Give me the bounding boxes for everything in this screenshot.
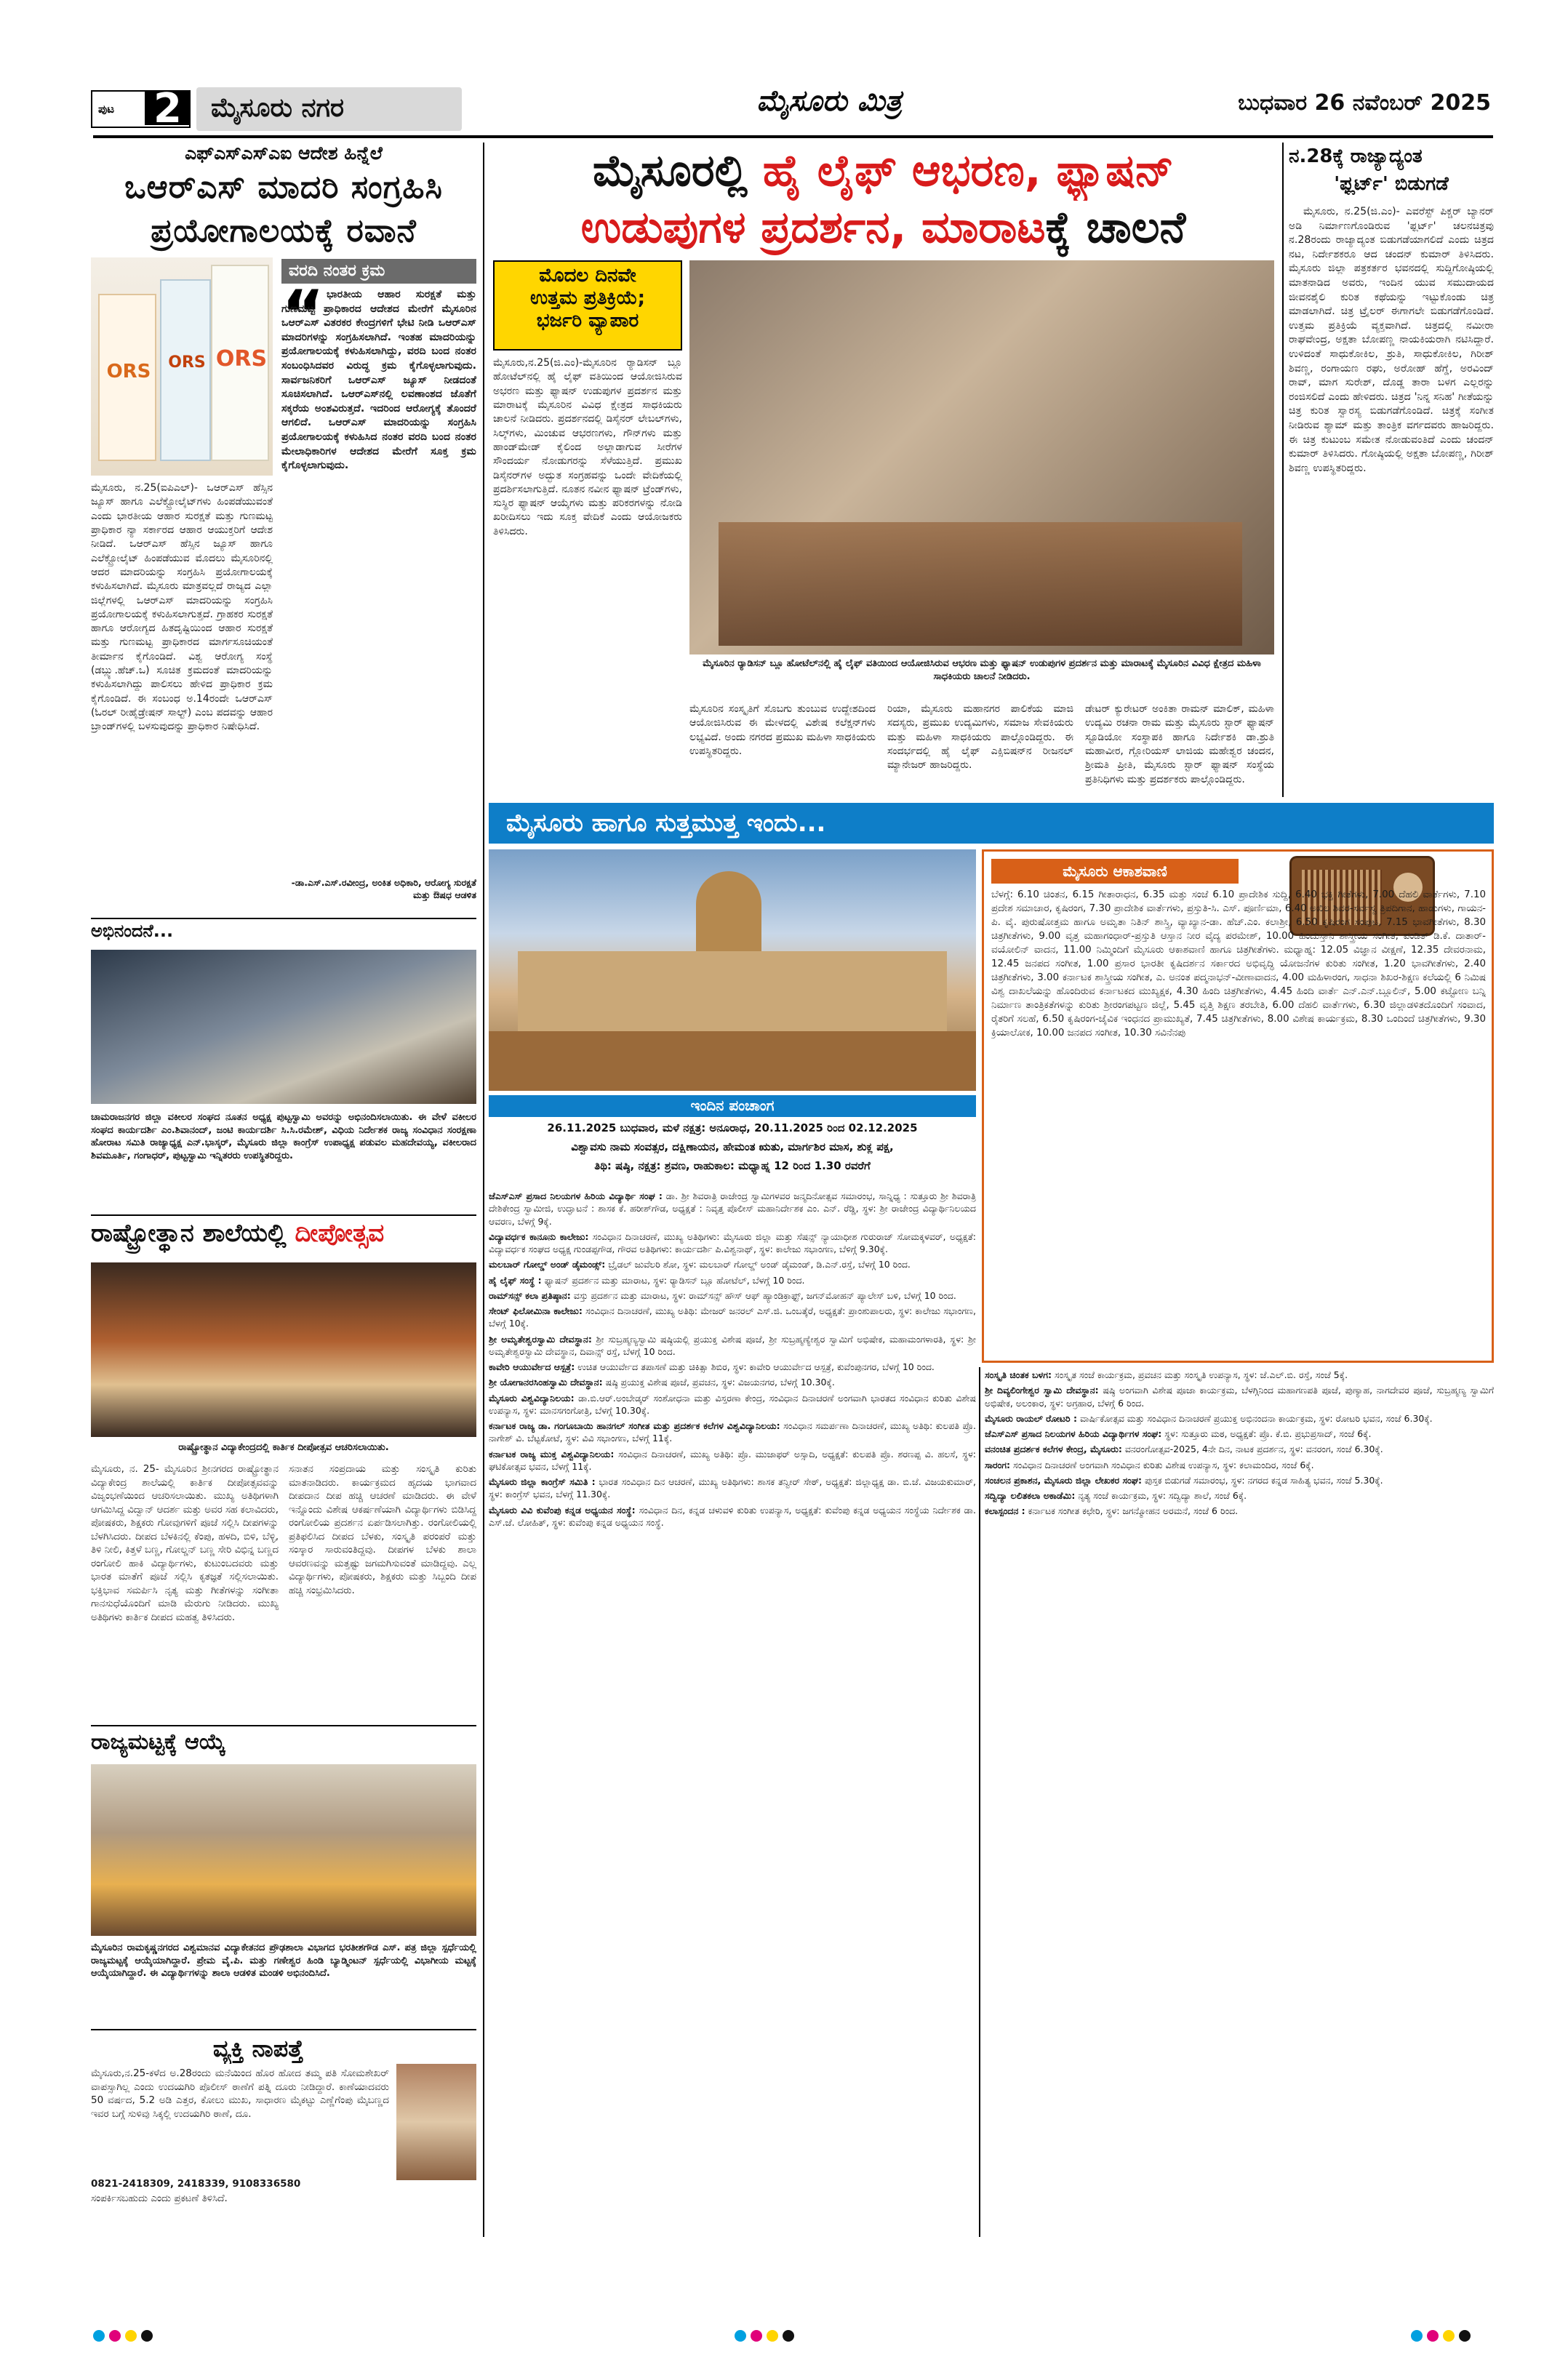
palace-photo — [489, 849, 976, 1091]
event-item: ಸಂಸ್ಕೃತಿ ಚಿಂತಕ ಬಳಗ: ಸಂಸ್ಕೃತ ಸಂಜೆ ಕಾರ್ಯಕ್ರಮ, ಪ್ರವಚನ ಮತ್ತು ಸಂಸ್ಕೃತಿ ಉಪನ್ಯಾಸ, ಸ್ಥಳ: ಜೆ.ಎಲ್.ಬಿ. ರಸ್ತೆ, ಸಂಜೆ 5ಕ್ಕೆ. — [985, 1369, 1348, 1380]
panchang-line-3: ತಿಥಿ: ಷಷ್ಠಿ, ನಕ್ಷತ್ರ: ಶ್ರವಣ, ರಾಹುಕಾಲ: ಮಧ್ಯಾಹ್ನ 12 ರಿಂದ 1.30 ರವರೆಗೆ — [594, 1159, 871, 1172]
registration-dots-left — [93, 2330, 180, 2345]
event-item: ಮೈಸೂರು ವಿವಿ ಕುವೆಂಪು ಕನ್ನಡ ಅಧ್ಯಯನ ಸಂಸ್ಥೆ: ಸಂವಿಧಾನ ದಿನ, ಕನ್ನಡ ಚಳುವಳಿ ಕುರಿತು ಉಪನ್ಯಾಸ, ಅಧ್ಯಕ್ಷತೆ: ಕುವೆಂಪು ಕನ್ನಡ ಅಧ್ಯಯನ ಸಂಸ್ಥೆಯ ನಿರ್ದೇಶಕ ಡಾ. ಎಸ್.ಜೆ. ಲೋಹಿತ್, ಸ್ಥಳ: ಕುವೆಂಪು ಕನ್ನಡ ಅಧ್ಯಯನ ಸಂಸ್ಥೆ. — [489, 1504, 976, 1528]
event-item: ಸದ್ವಿದ್ಯಾ ಲಲಿತಕಲಾ ಅಕಾಡೆಮಿ: ನೃತ್ಯ ಸಂಜೆ ಕಾರ್ಯಕ್ರಮ, ಸ್ಥಳ: ಸದ್ವಿದ್ಯಾ ಶಾಲೆ, ಸಂಜೆ 6ಕ್ಕೆ. — [985, 1490, 1247, 1501]
event-item: ಮಲಬಾರ್ ಗೋಲ್ಡ್ ಅಂಡ್ ಡೈಮಂಡ್ಸ್: ಬ್ರೈಡಲ್ ಜುವೆಲರಿ ಶೋ, ಸ್ಥಳ: ಮಲಬಾರ್ ಗೋಲ್ಡ್ ಅಂಡ್ ಡೈಮಂಡ್, ಡಿ.ಎನ್.ರಸ್ತೆ, ಬೆಳಗ್ಗೆ 10 ರಿಂದ. — [489, 1259, 911, 1270]
film-story — [1289, 143, 1494, 797]
fashion-body-1: ಮೈಸೂರು,ನ.25(ಜಿ.ಎಂ)-ಮೈಸೂರಿನ ರ‍್ಯಾಡಿಸನ್ ಬ್ಲೂ ಹೋಟೆಲ್‌ನಲ್ಲಿ ಹೈ ಲೈಫ್ ವತಿಯಿಂದ ಆಯೋಜಿಸಿರುವ ಅಭರಣ ಮತ್ತು ಫ್ಯಾಷನ್ ಉಡುಪುಗಳ ಪ್ರದರ್ಶನ ಮತ್ತು ಮಾರಾಟಕ್ಕೆ ಮೈಸೂರಿನ ವಿವಿಧ ಕ್ಷೇತ್ರದ ಸಾಧಕಿಯರು ಚಾಲನೆ ನೀಡಿದರು. ಪ್ರದರ್ಶನದಲ್ಲಿ ಡಿಸೈನರ್ ಲೇಬಲ್‌ಗಳು, ಸಿಲ್ಕ್‌ಗಳು, ಮಿಂಚುವ ಆಭರಣಗಳು, ಗೌನ್‌ಗಳು ಮತ್ತು ಹಾಂಡ್‌ಮೇಡ್ ಕೈಲಿಂದ ಅಲ್ಲಾಡಾಗುವ ಸೀರೆಗಳ ಸೌಂದರ್ಯ ನೋಡುಗರನ್ನು ಸೆಳೆಯುತ್ತಿದೆ. ಪ್ರಮುಖ ಡಿಸೈನರ್‌ಗಳ ಅದ್ಭುತ ಸಂಗ್ರಹವನ್ನು ಒಂದೇ ವೇದಿಕೆಯಲ್ಲಿ ಪ್ರದರ್ಶಿಸಲಾಗುತ್ತಿದೆ. ನೂತನ ನವೀನ ಫ್ಯಾಷನ್ ಟ್ರೆಂಡ್‌ಗಳು, ಸುಸ್ಥಿರ ಫ್ಯಾಷನ್ ಆಯ್ಕೆಗಳು ಮತ್ತು ಪರಿಕರಗಳನ್ನು ನೋಡಿ ಖರೀದಿಸಲು ಇದು ಸೂಕ್ತ ವೇದಿಕೆ ಎಂದು ಆಯೋಜಕರು ತಿಳಿಸಿದರು. — [493, 357, 682, 537]
ors-box-3 — [211, 265, 269, 461]
ors-signature: -ಡಾ.ಎಸ್.ಎಸ್.ರವೀಂದ್ರ, ಅಂಕಿತ ಅಧಿಕಾರಿ, ಆರೋಗ್ಯ ಸುರಕ್ಷತೆ ಮತ್ತು ಔಷಧ ಆಡಳಿತ — [291, 877, 476, 900]
event-item: ಕಾವೇರಿ ಆಯುರ್ವೇದ ಆಸ್ಪತ್ರೆ: ಉಚಿತ ಆಯುರ್ವೇದ ತಪಾಸಣೆ ಮತ್ತು ಚಿಕಿತ್ಸಾ ಶಿಬಿರ, ಸ್ಥಳ: ಕಾವೇರಿ ಆಯುರ್ವೇದ ಆಸ್ಪತ್ರೆ, ಕುವೆಂಪುನಗರ, ಬೆಳಗ್ಗೆ 10 ರಿಂದ. — [489, 1361, 935, 1372]
fashion-headline-1b: ಹೈ ಲೈಫ್ ಆಭರಣ, ಫ್ಯಾಷನ್ — [762, 145, 1174, 196]
registration-dots-right — [1411, 2330, 1498, 2345]
state-level-photo — [91, 1764, 476, 1936]
event-item: ಸೇಂಟ್ ಫಿಲೋಮಿನಾ ಕಾಲೇಜು: ಸಂವಿಧಾನ ದಿನಾಚರಣೆ, ಮುಖ್ಯ ಅತಿಥಿ: ಮೇಜರ್ ಜನರಲ್ ಎಸ್.ಜಿ. ಒಂಬತ್ಕೆರೆ, ಅಧ್ಯಕ್ಷತೆ: ಪ್ರಾಂಶುಪಾಲರು, ಸ್ಥಳ: ಕಾಲೇಜು ಸಭಾಂಗಣ, ಬೆಳಗ್ಗೆ 10ಕ್ಕೆ. — [489, 1305, 976, 1329]
deepotsava-title-a: ರಾಷ್ಟ್ರೋತ್ಥಾನ ಶಾಲೆಯಲ್ಲಿ — [91, 1219, 287, 1248]
events-list-left — [489, 1190, 976, 2237]
event-item: ರಾಮ್‌ಸನ್ಸ್ ಕಲಾ ಪ್ರತಿಷ್ಠಾನ: ವಸ್ತು ಪ್ರದರ್ಶನ ಮತ್ತು ಮಾರಾಟ, ಸ್ಥಳ: ರಾಮ್‌ಸನ್ಸ್ ಹೌಸ್ ಆಫ್ ಹ್ಯಾಂಡಿಕ್ರಾಫ್ಟ್, ಜಗನ್‌ಮೋಹನ್ ಪ್ಯಾಲೇಸ್ ಬಳಿ, ಬೆಳಗ್ಗೆ 10 ರಿಂದ. — [489, 1289, 956, 1301]
panchang-title-bar — [489, 1095, 976, 1117]
divider-2 — [91, 1214, 476, 1216]
events-list-right — [985, 1369, 1494, 2237]
deepotsava-title-b: ದೀಪೋತ್ಸವ — [295, 1219, 385, 1248]
ors-story — [91, 143, 476, 913]
missing-title: ವ್ಯಕ್ತಿ ನಾಪತ್ತೆ — [212, 2035, 304, 2062]
ors-headline-2: ಪ್ರಯೋಗಾಲಯಕ್ಕೆ ರವಾನೆ — [151, 212, 417, 249]
masthead: ಮೈಸೂರು ಮಿತ್ರ — [756, 84, 902, 118]
deepotsava-title — [91, 1219, 476, 1255]
event-item: ಮೈಸೂರು ರಾಯಲ್ ರೋಟರಿ : ವಾರ್ಷಿಕೋತ್ಸವ ಮತ್ತು ಸಂವಿಧಾನ ದಿನಾಚರಣೆ ಪ್ರಯುಕ್ತ ಅಭಿನಂದನಾ ಕಾರ್ಯಕ್ರಮ, ಸ್ಥಳ: ರೋಟರಿ ಭವನ, ಸಂಜೆ 6.30ಕ್ಕೆ. — [985, 1412, 1433, 1424]
issue-date: ಬುಧವಾರ 26 ನವೆಂಬರ್ 2025 — [1238, 90, 1491, 116]
event-item: ಸಂಚಲನ ಪ್ರಕಾಶನ, ಮೈಸೂರು ಜಿಲ್ಲಾ ಲೇಖಕರ ಸಂಘ: ಪುಸ್ತಕ ಬಿಡುಗಡೆ ಸಮಾರಂಭ, ಸ್ಥಳ: ನಗರದ ಕನ್ನಡ ಸಾಹಿತ್ಯ ಭವನ, ಸಂಜೆ 5.30ಕ್ಕೆ. — [985, 1474, 1383, 1486]
header-rule — [93, 135, 1493, 138]
event-item: ವಿದ್ಯಾವರ್ಧಕ ಕಾನೂನು ಕಾಲೇಜು: ಸಂವಿಧಾನ ದಿನಾಚರಣೆ, ಮುಖ್ಯ ಅತಿಥಿಗಳು: ಮೈಸೂರು ಜಿಲ್ಲಾ ಮತ್ತು ಸೆಷನ್ಸ್ ನ್ಯಾಯಾಧೀಶ ಗುರುರಾಜ್ ಸೋಮಕ್ಕಳವರ್, ಅಧ್ಯಕ್ಷತೆ: ವಿದ್ಯಾವರ್ಧಕ ಸಂಘದ ಅಧ್ಯಕ್ಷ ಗುಂಡಪ್ಪಗೌಡ, ಗೌರವ ಅತಿಥಿಗಳು: ಕಾರ್ಯದರ್ಶಿ ಪಿ.ವಿಶ್ವನಾಥ್, ಸ್ಥಳ: ಕಾಲೇಜು ಸಭಾಂಗಣ, ಬೆಳಿಗ್ಗೆ 9.30ಕ್ಕೆ. — [489, 1230, 976, 1254]
film-headline-2: 'ಫ್ಲರ್ಟ್' ಬಿಡುಗಡೆ — [1334, 173, 1449, 195]
deepotsava-caption: ರಾಷ್ಟ್ರೋತ್ಥಾನ ವಿದ್ಯಾಕೇಂದ್ರದಲ್ಲಿ ಕಾರ್ತಿಕ ದೀಪೋತ್ಸವ ಆಚರಿಸಲಾಯಿತು. — [178, 1442, 389, 1453]
ors-quote: ಭಾರತೀಯ ಆಹಾರ ಸುರಕ್ಷತೆ ಮತ್ತು ಗುಣಮಟ್ಟ ಪ್ರಾಧಿಕಾರದ ಆದೇಶದ ಮೇರೆಗೆ ಮೈಸೂರಿನ ಒಆರ್‌ಎಸ್ ವಿತರಕರ ಕೇಂದ್ರಗಳಿಗೆ ಭೇಟಿ ನೀಡಿ ಒಆರ್‌ಎಸ್ ಮಾದರಿಗಳನ್ನು ಸಂಗ್ರಹಿಸಲಾಗಿದೆ. ಇಂತಹ ಮಾದರಿಯನ್ನು ಪ್ರಯೋಗಾಲಯಕ್ಕೆ ಕಳುಹಿಸಲಾಗಿದ್ದು, ವರದಿ ಬಂದ ನಂತರ ಸಂಬಂಧಿಸಿದವರ ವಿರುದ್ಧ ಕ್ರಮ ಕೈಗೊಳ್ಳಲಾಗುವುದು. ಸಾರ್ವಜನಿಕರಿಗೆ ಒಆರ್‌ಎಸ್ ಜ್ಯೂಸ್ ನೀಡದಂತೆ ಸೂಚಿಸಲಾಗಿದೆ. ಒಆರ್‌ಎಸ್‌ನಲ್ಲಿ ಲವಣಾಂಶದ ಜೊತೆಗೆ ಸಕ್ಕರೆಯ ಅಂಶವಿರುತ್ತದೆ. ಇದರಿಂದ ಆರೋಗ್ಯಕ್ಕೆ ತೊಂದರೆ ಆಗಲಿದೆ. ಒಆರ್‌ಎಸ್ ಮಾದರಿಯನ್ನು ಸಂಗ್ರಹಿಸಿ ಪ್ರಯೋಗಾಲಯಕ್ಕೆ ಕಳುಹಿಸಿದ ನಂತರ ವರದಿ ಬಂದ ನಂತರ ಮೇಲಾಧಿಕಾರಿಗಳ ಆದೇಶದ ಮೇರೆಗೆ ಸೂಕ್ತ ಕ್ರಮ ಕೈಗೊಳ್ಳಲಾಗುವುದು. — [281, 289, 476, 472]
radio-schedule: ಬೆಳಗ್ಗೆ: 6.10 ಚಿಂತನ, 6.15 ಗೀತಾರಾಧನ, 6.35 ಮತ್ತು ಸಂಜೆ 6.10 ಪ್ರಾದೇಶಿಕ ಸುದ್ದಿ, 6.40 ಭಕ್ತಿ ಗೀತೆಗಳು, 7.00 ದೆಹಲಿ ವಾರ್ತೆಗಳು, 7.10 ಪ್ರದೇಶ ಸಮಾಚಾರ, ಕೃಷಿರಂಗ, 7.30 ಪ್ರಾದೇಶಿಕ ವಾರ್ತೆಗಳು, ಪ್ರಸ್ತುತಿ-ಸಿ. ಎಸ್. ಪೂರ್ಣಿಮಾ, 6.40 ಅಖಿಲ ಶಿವರ-ಸರ್ವಸ್ವ ತ್ರಿಪದಿಗಾನ, ಹಾಡುಗಳು, ಗಾಯನ-ಪಿ. ವೈ. ಪುರುಷೋತ್ತಮ ಹಾಗೂ ಅಮೃತಾ ನಿತಿನ್ ಶಾಸ್ತ್ರಿ, ವ್ಯಾಖ್ಯಾನ-ಡಾ. ಹೆಚ್.ಎಂ. ಕಲಾಶ್ರೀ, 6.50 ಕೃಷಿರಂಗ ಸಂಪುಟ, 7.15 ಭಾವಗೀತೆಗಳು, 8.30 ಚಿತ್ರಗೀತೆಗಳು, 9.00 ವೃತ್ತ ಮಹಾಗಂಧಾರ್-ಪ್ರಸ್ತುತಿ ಆಸ್ತಾನ ನೀರ ವೈದ್ಯ ಪರಮೇಶ್, 10.00 ಹಿಂದುಸ್ತಾನಿ ಶಾಸ್ತ್ರೀಯ ಸಂಗೀತ, ಪಂಡಿತ್ ಡಿ.ಕೆ. ದಾತಾರ್-ವಯೋಲಿನ್ ವಾದನ, 11.00 ನಿಮ್ಮಿಂದಿಗೆ ಮೈಸೂರು ಆಕಾಶವಾಣಿ ಹಾಗೂ ಚಿತ್ರಗೀತೆಗಳು. ಮಧ್ಯಾಹ್ನ: 12.05 ವಿಜ್ಞಾನ ವೀಕ್ಷಣೆ, 12.35 ದೇವರನಾಮ, 12.45 ಜನಪದ ಸಂಗೀತ, 1.00 ಪ್ರಸಾರ ಭಾರತೀ ಕೃಷಿದರ್ಶನ ಸರ್ಕಾರದ ಅಭಿವೃದ್ಧಿ ಯೋಜನೆಗಳ ಕುರಿತು ಸಂಗೀತ, 1.20 ಭಾವಗೀತೆಗಳು, 2.40 ಚಿತ್ರಗೀತೆಗಳು, 3.00 ಕರ್ನಾಟಕ ಶಾಸ್ತ್ರೀಯ ಸಂಗೀತ, ಎ. ಅನಂತ ಪದ್ಮನಾಭನ್-ವೀಣಾವಾದನ, 4.00 ಮಹಿಳಾರಂಗ, ಸಾಧನಾ ಶಿಖರ-ಶಿಕ್ಷಣ ಕಲೆಯಲ್ಲಿ 6 ನಿಮಿಷ ವಿಶ್ವ ದಾಖಲೆಯನ್ನು ಹೊಂದಿರುವ ಕರ್ನಾಟಕದ ಮುಖ್ಯಕ್ಷಕ, 4.30 ಹಿಂದಿ ಚಿತ್ರಗೀತೆಗಳು, 4.45 ಹಿಂದಿ ವಾರ್ತೆ ಎನ್.ಎನ್.ಬ್ಲೂಲಿನ್, 5.00 ಕಟ್ಟೋಣ ಬನ್ನಿ ನಿರ್ಮಾಣ ತಾಂತ್ರಿಕತೆಗಳನ್ನು ಕುರಿತು ಶ್ರೀರಂಗಪಟ್ಟಣ ಜಿಲ್ಲೆ, 5.45 ವೃತ್ತಿ ಶಿಕ್ಷಣ ತರಬೇತಿ, 6.00 ದೆಹಲಿ ವಾರ್ತೆಗಳು, 6.30 ಜಿಲ್ಲಾಡಳಿತದೊಂದಿಗೆ ಸಂವಾದ, ರೈತರಿಗೆ ಸಲಹೆ, 6.50 ಕೃಷಿರಂಗ-ಜೈವಿಕ ಇಂಧನದ ಪ್ರಾಮುಖ್ಯತೆ, 7.45 ಚಿತ್ರಗೀತೆಗಳು, 8.00 ವಿಶೇಷ ಕಾರ್ಯಕ್ರಮ, 8.30 ಒಂದಿಂದೆ ಚಿತ್ರಗೀತೆಗಳು, 9.30 ಕ್ರಿಯಾಲೋಕ, 10.00 ಜನಪದ ಸಂಗೀತ, 10.30 ಸವಿನೆನಪು — [991, 889, 1486, 1039]
fashion-headline-1 — [489, 145, 1278, 201]
quote-mark: “ — [281, 282, 325, 333]
event-item: ಜೆಎಸ್‌ಎಸ್ ಪ್ರಸಾದ ನಿಲಯಗಳ ಹಿರಿಯ ವಿದ್ಯಾರ್ಥಿಗಳ ಸಂಘ: ಸ್ಥಳ: ಸುತ್ತೂರು ಮಠ, ಅಧ್ಯಕ್ಷತೆ: ಪ್ರೊ. ಕೆ.ಬಿ. ಪ್ರಭುಪ್ರಸಾದ್, ಸಂಜೆ 6ಕ್ಕೆ. — [985, 1428, 1372, 1439]
divider-1 — [91, 918, 476, 919]
ors-box-2 — [160, 279, 211, 461]
state-level-title: ರಾಜ್ಯಮಟ್ಟಕ್ಕೆ ಆಯ್ಕೆ — [91, 1729, 226, 1755]
vertical-rule-left — [483, 143, 484, 2237]
registration-dots-center — [735, 2330, 822, 2345]
fashion-body-3: ರಿಯಾ, ಮೈಸೂರು ಮಹಾನಗರ ಪಾಲಿಕೆಯ ಮಾಜಿ ಸದಸ್ಯರು, ಪ್ರಮುಖ ಉದ್ಯಮಿಗಳು, ಸಮಾಜ ಸೇವಕಿಯರು ಮತ್ತು ಮಹಿಳಾ ಸಾಧಕಿಯರು ಪಾಲ್ಗೊಂಡಿದ್ದರು. ಈ ಸಂದರ್ಭದಲ್ಲಿ ಹೈ ಲೈಫ್ ಎಕ್ಸಿಬಿಷನ್‌ನ ರೀಜನಲ್ ಮ್ಯಾನೇಜರ್ ಹಾಜರಿದ್ದರು. — [887, 703, 1073, 772]
ors-kicker: ಎಫ್‌ಎಸ್‌ಎಸ್‌ಎಐ ಆದೇಶ ಹಿನ್ನೆಲೆ — [185, 143, 383, 164]
page-number-box — [91, 90, 191, 128]
today-banner — [489, 803, 1494, 844]
fashion-headline-2a: ಉಡುಪುಗಳ ಪ್ರದರ್ಶನ, ಮಾರಾಟ — [580, 202, 1046, 253]
fashion-sub-2: ಉತ್ತಮ ಪ್ರತಿಕ್ರಿಯೆ; — [530, 287, 645, 309]
today-banner-text: ಮೈಸೂರು ಹಾಗೂ ಸುತ್ತಮುತ್ತ ಇಂದು... — [506, 809, 826, 838]
event-item: ಶ್ರೀ ದಿವ್ಯಲಿಂಗೇಶ್ವರ ಸ್ವಾಮಿ ದೇವಸ್ಥಾನ: ಷಷ್ಠಿ ಅಂಗವಾಗಿ ವಿಶೇಷ ಪೂಜಾ ಕಾರ್ಯಕ್ರಮ, ಬೆಳಗ್ಗಿನಿಂದ ಮಹಾಗಣಪತಿ ಪೂಜೆ, ಪುಣ್ಯಾಹ, ನಾಗದೇವರ ಪೂಜೆ, ಸುಬ್ರಹ್ಮಣ್ಯ ಸ್ವಾಮಿಗೆ ಅಭಿಷೇಕ, ಅಲಂಕಾರ, ಸ್ಥಳ: ಅಗ್ರಹಾರ, ಬೆಳಗ್ಗೆ 6 ರಿಂದ. — [985, 1385, 1494, 1409]
fashion-sub-3: ಭರ್ಜರಿ ವ್ಯಾಪಾರ — [536, 310, 639, 332]
radio-title: ಮೈಸೂರು ಆಕಾಶವಾಣಿ — [1063, 862, 1167, 880]
deepotsava-story — [91, 1219, 476, 1721]
film-headline-1: ನ.28ಕ್ಕೆ ರಾಜ್ಯಾದ್ಯಂತ — [1289, 145, 1423, 167]
palace-body — [518, 951, 947, 1031]
ors-label-2: ORS — [168, 353, 206, 372]
ors-label-1: ORS — [106, 361, 151, 383]
event-item: ಶ್ರೀ ಯೋಗಾನರಸಿಂಹಸ್ವಾಮಿ ದೇವಸ್ಥಾನ: ಷಷ್ಠಿ ಪ್ರಯುಕ್ತ ವಿಶೇಷ ಪೂಜೆ, ಪ್ರವಚನ, ಸ್ಥಳ: ವಿಜಯನಗರ, ಬೆಳಗ್ಗೆ 10.30ಕ್ಕೆ. — [489, 1377, 835, 1388]
palace-dome — [696, 871, 761, 958]
event-item: ಕರ್ನಾಟಕ ರಾಜ್ಯ ಡಾ. ಗಂಗೂಬಾಯಿ ಹಾನಗಲ್ ಸಂಗೀತ ಮತ್ತು ಪ್ರದರ್ಶಕ ಕಲೆಗಳ ವಿಶ್ವವಿದ್ಯಾನಿಲಯ: ಸಂವಿಧಾನ ಸಮರ್ಪಣಾ ದಿನಾಚರಣೆ, ಮುಖ್ಯ ಅತಿಥಿ: ಕುಲಪತಿ ಪ್ರೊ. ನಾಗೇಶ್ ವಿ. ಬೆಟ್ಟಕೋಟೆ, ಸ್ಥಳ: ವಿವಿ ಸಭಾಂಗಣ, ಬೆಳಗ್ಗೆ 11ಕ್ಕೆ. — [489, 1420, 976, 1444]
ors-box-1 — [98, 294, 156, 461]
missing-body: ಮೈಸೂರು,ನ.25-ಕಳೆದ ಅ.28ರಂದು ಮನೆಯಿಂದ ಹೊರ ಹೋದ ತಮ್ಮ ಪತಿ ಸೋಮಶೇಖರ್ ವಾಪಸ್ಸಾಗಿಲ್ಲ ಎಂದು ಉದಯಗಿರಿ ಪೊಲೀಸ್ ಠಾಣೆಗೆ ಪತ್ನಿ ದೂರು ನೀಡಿದ್ದಾರೆ. ಕಾಣೆಯಾದವರು 50 ವರ್ಷದ, 5.2 ಅಡಿ ಎತ್ತರ, ಕೋಲು ಮುಖ, ಸಾಧಾರಣ ಮೈಕಟ್ಟು ಎಣ್ಣೆಗೆಂಪು ಮೈಬಣ್ಣದ ಇವರ ಬಗ್ಗೆ ಸುಳಿವು ಸಿಕ್ಕಲ್ಲಿ ಉದಯಗಿರಿ ಠಾಣೆ, ದೂ. — [91, 2067, 389, 2120]
deepotsava-body-right: ಸನಾತನ ಸಂಪ್ರದಾಯ ಮತ್ತು ಸಂಸ್ಕೃತಿ ಕುರಿತು ಮಾತನಾಡಿದರು. ಕಾರ್ಯಕ್ರಮದ ಹೃದಯ ಭಾಗವಾದ ದೀಪದಾನ ದೀಪ ಹಚ್ಚಿ ಆಚರಣೆ ಮಾಡಿದರು. ಈ ವೇಳೆ ಇನ್ನೊಂದು ವಿಶೇಷ ಆಕರ್ಷಣೆಯಾಗಿ ವಿದ್ಯಾರ್ಥಿಗಳು ಬಿಡಿಸಿದ್ದ ರಂಗೋಲಿಯ ಪ್ರದರ್ಶನ ಏರ್ಪಡಿಸಲಾಗಿತ್ತು. ರಂಗೋಲಿಯಲ್ಲಿ ಪ್ರತಿಫಲಿಸಿದ ದೀಪದ ಬೆಳಕು, ಸಂಸ್ಕೃತಿ ಪರಂಪರೆ ಮತ್ತು ಸಂಸ್ಕಾರ ಸಾರುವಂತಿದ್ದವು. ದೀಪಗಳ ಬೆಳಕು ಶಾಲಾ ಆವರಣವನ್ನು ಮತ್ತಷ್ಟು ಜಗಮಗಿಸುವಂತೆ ಮಾಡಿದ್ದವು. ಎಲ್ಲ ವಿದ್ಯಾರ್ಥಿಗಳು, ಪೋಷಕರು, ಶಿಕ್ಷಕರು ಮತ್ತು ಸಿಬ್ಬಂದಿ ದೀಪ ಹಚ್ಚಿ ಸಂಭ್ರಮಿಸಿದರು. — [289, 1464, 476, 1596]
page-header — [0, 0, 1568, 145]
panchang-box — [489, 1095, 976, 1184]
section-title-box — [196, 87, 462, 131]
fashion-headline-2b: ಕ್ಕೆ ಚಾಲನೆ — [1045, 202, 1186, 253]
divider-3 — [91, 1725, 476, 1726]
fashion-headline-2 — [489, 202, 1278, 257]
fashion-photo-display-case — [719, 522, 1242, 646]
ors-product-photo — [91, 257, 273, 476]
event-item: ಮೈಸೂರು ಜಿಲ್ಲಾ ಕಾಂಗ್ರೆಸ್ ಸಮಿತಿ : ಭಾರತ ಸಂವಿಧಾನ ದಿನ ಆಚರಣೆ, ಮುಖ್ಯ ಅತಿಥಿಗಳು: ಶಾಸಕ ತನ್ವೀರ್ ಸೇಠ್, ಅಧ್ಯಕ್ಷತೆ: ಜಿಲ್ಲಾಧ್ಯಕ್ಷ ಡಾ. ಬಿ.ಜೆ. ವಿಜಯಕುಮಾರ್, ಸ್ಥಳ: ಕಾಂಗ್ರೆಸ್ ಭವನ, ಬೆಳಗ್ಗೆ 11.30ಕ್ಕೆ. — [489, 1476, 976, 1500]
event-item: ಜೆಎಸ್‌ಎಸ್ ಪ್ರಸಾದ ನಿಲಯಗಳ ಹಿರಿಯ ವಿದ್ಯಾರ್ಥಿ ಸಂಘ : ಡಾ. ಶ್ರೀ ಶಿವರಾತ್ರಿ ರಾಜೇಂದ್ರ ಸ್ವಾಮಿಗಳವರ ಜನ್ಮದಿನೋತ್ಸವ ಸಮಾರಂಭ, ಸಾನ್ನಿಧ್ಯ : ಸುತ್ತೂರು ಶ್ರೀ ಶಿವರಾತ್ರಿ ದೇಶಿಕೇಂದ್ರ ಸ್ವಾಮೀಜಿ, ಉದ್ಘಾಟನೆ : ಶಾಸಕ ಕೆ. ಹರೀಶ್‌ಗೌಡ, ಅಧ್ಯಕ್ಷತೆ : ನಿವೃತ್ತ ಪೊಲೀಸ್ ಮಹಾನಿರ್ದೇಶಕ ಎಂ. ಎನ್. ರೆಡ್ಡಿ, ಸ್ಥಳ: ಶ್ರೀ ರಾಜೇಂದ್ರ ವಿದ್ಯಾರ್ಥಿನಿಲಯದ ಆವರಣ, ಬೆಳಗ್ಗೆ 9ಕ್ಕೆ. — [489, 1190, 976, 1227]
radio-box — [982, 849, 1494, 1363]
congrats-title: ಅಭಿನಂದನೆ... — [91, 921, 174, 941]
missing-tail: ಸಂಪರ್ಕಿಸಬಹುದು ಎಂದು ಪ್ರಕಟಣೆ ತಿಳಿಸಿದೆ. — [91, 2193, 228, 2204]
fashion-photo — [689, 260, 1274, 654]
event-item: ವನಂಚಿತ ಪ್ರದರ್ಶಕ ಕಲೆಗಳ ಕೇಂದ್ರ, ಮೈಸೂರು: ವನರಂಗೋತ್ಸವ-2025, 4ನೇ ದಿನ, ನಾಟಕ ಪ್ರದರ್ಶನ, ಸ್ಥಳ: ವನರಂಗ, ಸಂಜೆ 6.30ಕ್ಕೆ. — [985, 1444, 1383, 1455]
congrats-caption: ಚಾಮರಾಜನಗರ ಜಿಲ್ಲಾ ವಕೀಲರ ಸಂಘದ ನೂತನ ಅಧ್ಯಕ್ಷ ಪುಟ್ಟಸ್ವಾಮಿ ಅವರನ್ನು ಅಭಿನಂದಿಸಲಾಯಿತು. ಈ ವೇಳೆ ವಕೀಲರ ಸಂಘದ ಕಾರ್ಯದರ್ಶಿ ಎಂ.ಶಿವಾನಂದ್, ಜಂಟಿ ಕಾರ್ಯದರ್ಶಿ ಸಿ.ಸಿ.ರಮೇಶ್, ವಿಧಿಯ ನಿರ್ದೇಶಕ ರಾಜ್ಯ ಸಂವಿಧಾನ ಸಂರಕ್ಷಣಾ ಹೋರಾಟ ಸಮಿತಿ ರಾಜ್ಯಾಧ್ಯಕ್ಷ ಎನ್.ಭಾಸ್ಕರ್, ಮೈಸೂರು ಜಿಲ್ಲಾ ಕಾಂಗ್ರೆಸ್ ಉಪಾಧ್ಯಕ್ಷ ಪಡುವಲ ಮಹದೇವಯ್ಯ, ವಕೀಲರಾದ ಶಿವಮೂರ್ತಿ, ಗಂಗಾಧರ್, ಪುಟ್ಟಸ್ವಾಮಿ ಇನ್ನಿತರರು ಉಪಸ್ಥಿತರಿದ್ದರು. — [91, 1112, 476, 1161]
congrats-story — [91, 921, 476, 1212]
missing-person-photo — [396, 2064, 476, 2180]
event-item: ಮೈಸೂರು ವಿಶ್ವವಿದ್ಯಾನಿಲಯ: ಡಾ.ಬಿ.ಆರ್.ಅಂಬೇಡ್ಕರ್ ಸಂಶೋಧನಾ ಮತ್ತು ವಿಸ್ತರಣಾ ಕೇಂದ್ರ, ಸಂವಿಧಾನ ದಿನಾಚರಣೆ ಅಂಗವಾಗಿ ಭಾರತದ ಸಂವಿಧಾನ ಕುರಿತು ವಿಶೇಷ ಉಪನ್ಯಾಸ, ಸ್ಥಳ: ಮಾನಸಗಂಗೋತ್ರಿ, ಬೆಳಗ್ಗೆ 10.30ಕ್ಕೆ. — [489, 1392, 976, 1416]
panchang-line-1: 26.11.2025 ಬುಧವಾರ, ಮಳೆ ನಕ್ಷತ್ರ: ಅನೂರಾಧ, 20.11.2025 ರಿಂದ 02.12.2025 — [547, 1121, 918, 1134]
congrats-photo — [91, 950, 476, 1104]
missing-person-story — [91, 2035, 476, 2224]
event-item: ಕರ್ನಾಟಕ ರಾಜ್ಯ ಮುಕ್ತ ವಿಶ್ವವಿದ್ಯಾನಿಲಯ: ಸಂವಿಧಾನ ದಿನಾಚರಣೆ, ಮುಖ್ಯ ಅತಿಥಿ: ಪ್ರೊ. ಮುಜಾಫರ್ ಅಸ್ಸಾದಿ, ಅಧ್ಯಕ್ಷತೆ: ಕುಲಪತಿ ಪ್ರೊ. ಶರಣಪ್ಪ ವಿ. ಹಲಸೆ, ಸ್ಥಳ: ಘಟಿಕೋತ್ಸವ ಭವನ, ಬೆಳಗ್ಗೆ 11ಕ್ಕೆ. — [489, 1448, 976, 1472]
panchang-title: ಇಂದಿನ ಪಂಚಾಂಗ — [690, 1097, 775, 1114]
fashion-headline-1a: ಮೈಸೂರಲ್ಲಿ — [592, 145, 763, 196]
event-item: ಕಲಾಸ್ಪಂದನ : ಕರ್ನಾಟಕ ಸಂಗೀತ ಕಛೇರಿ, ಸ್ಥಳ: ಜಗನ್ಮೋಹನ ಅರಮನೆ, ಸಂಜೆ 6 ರಿಂದ. — [985, 1505, 1239, 1517]
fashion-sub-1: ಮೊದಲ ದಿನವೇ — [539, 265, 636, 287]
vertical-rule-right — [1282, 143, 1284, 797]
ors-headline-1: ಒಆರ್‌ಎಸ್ ಮಾದರಿ ಸಂಗ್ರಹಿಸಿ — [124, 169, 443, 206]
deepotsava-body-left: ಮೈಸೂರು, ನ. 25- ಮೈಸೂರಿನ ಶ್ರೀನಗರದ ರಾಷ್ಟ್ರೋತ್ಥಾನ ವಿದ್ಯಾಕೇಂದ್ರ ಶಾಲೆಯಲ್ಲಿ ಕಾರ್ತಿಕ ದೀಪೋತ್ಸವವನ್ನು ವಿಜೃಂಭಣೆಯಿಂದ ಆಚರಿಸಲಾಯಿತು. ಮುಖ್ಯ ಅತಿಥಿಗಳಾಗಿ ಆಗಮಿಸಿದ್ದ ವಿದ್ವಾನ್ ಆದರ್ಶ ಮತ್ತು ಅವರ ಸಹ ಕಲಾವಿದರು, ಪೋಷಕರು, ಶಿಕ್ಷಕರು ಗೋವುಗಳಿಗೆ ಪೂಜೆ ಸಲ್ಲಿಸಿ ದೀಪಗಳನ್ನು ಬೆಳಗಿಸಿದರು. ದೀಪದ ಬೆಳಕಿನಲ್ಲಿ ಕೆಂಪು, ಹಳದಿ, ಬಿಳಿ, ಬೆಳ್ಳಿ, ತಿಳಿ ನೀಲಿ, ಕಿತ್ತಳೆ ಬಣ್ಣ, ಗೋಲ್ಡನ್ ಬಣ್ಣ ಸೇರಿ ವಿಭಿನ್ನ ಬಣ್ಣದ ರಂಗೋಲಿ ಹಾಕಿ ವಿದ್ಯಾರ್ಥಿಗಳು, ಕುಟುಂಬದವರು ಮತ್ತು ಭಾರತ ಮಾತೆಗೆ ಪೂಜೆ ಸಲ್ಲಿಸಿ ಕೃತಜ್ಞತೆ ಸಲ್ಲಿಸಲಾಯಿತು. ಭಕ್ತಿಭಾವ ಸಮರ್ಪಿಸಿ ನೃತ್ಯ ಮತ್ತು ಗೀತೆಗಳನ್ನು ಸಂಗೀತಾ ಗಾನಸುಧೆಯೊಂದಿಗೆ ಮಾಡಿ ಮೆರುಗು ನೀಡಿದರು. ಮುಖ್ಯ ಅತಿಥಿಗಳು ಕಾರ್ತಿಕ ದೀಪದ ಮಹತ್ವ ತಿಳಿಸಿದರು. — [91, 1464, 279, 1623]
radio-title-bar — [991, 859, 1239, 884]
event-item: ಸಾರಂಗ: ಸಂವಿಧಾನ ದಿನಾಚರಣೆ ಅಂಗವಾಗಿ ಸಂವಿಧಾನ ಕುರಿತು ವಿಶೇಷ ಉಪನ್ಯಾಸ, ಸ್ಥಳ: ಕಲಾಮಂದಿರ, ಸಂಜೆ 6ಕ್ಕೆ. — [985, 1459, 1314, 1470]
event-item: ಶ್ರೀ ಅಮೃತೇಶ್ವರಸ್ವಾಮಿ ದೇವಸ್ಥಾನ: ಶ್ರೀ ಸುಬ್ರಹ್ಮಣ್ಯಸ್ವಾಮಿ ಷಷ್ಠಿಯಲ್ಲಿ ಪ್ರಯುಕ್ತ ವಿಶೇಷ ಪೂಜೆ, ಶ್ರೀ ಸುಬ್ರಹ್ಮಣ್ಯೇಶ್ವರ ಸ್ವಾಮಿಗೆ ಅಭಿಷೇಕ, ಮಹಾಮಂಗಳಾರತಿ, ಸ್ಥಳ: ಶ್ರೀ ಅಮೃತೇಶ್ವರಸ್ವಾಮಿ ದೇವಸ್ಥಾನ, ದಿವಾನ್ಸ್ ರಸ್ತೆ, ಬೆಳಗ್ಗೆ 10 ರಿಂದ. — [489, 1333, 976, 1357]
ors-body: ಮೈಸೂರು, ನ.25(ಐಪಿಎಲ್)- ಒಆರ್‌ಎಸ್ ಹೆಸ್ಸಿನ ಜ್ಯೂಸ್ ಹಾಗೂ ಎಲೆಕ್ಟ್ರೋಲೈಟ್‌ಗಳು ಹಿಂಪಡೆಯುವಂತೆ ಎಂದು ಭಾರತೀಯ ಆಹಾರ ಸುರಕ್ಷತೆ ಮತ್ತು ಗುಣಮಟ್ಟ ಪ್ರಾಧಿಕಾರ ನ್ಯಾ ಸರ್ಕಾರದ ಆಹಾರ ಆಯುಕ್ತರಿಗೆ ಆದೇಶ ನೀಡಿದೆ. ಒಆರ್‌ಎಸ್ ಹೆಸ್ಸಿನ ಜ್ಯೂಸ್ ಹಾಗೂ ಎಲೆಕ್ಟ್ರೋಲೈಟ್ ಹಿಂಪಡೆಯುವ ಮೊದಲು ಮೈಸೂರಿನಲ್ಲಿ ಆದರ ಮಾದರಿಯನ್ನು ಸಂಗ್ರಹಿಸಿ ಪ್ರಯೋಗಾಲಯಕ್ಕೆ ಕಳುಹಿಸಲಾಗಿದೆ. ಮೈಸೂರು ಮಾತ್ರವಲ್ಲದೆ ರಾಜ್ಯದ ಎಲ್ಲಾ ಜಿಲ್ಲೆಗಳಲ್ಲಿ ಒಆರ್‌ಎಸ್ ಮಾದರಿಯನ್ನು ಸಂಗ್ರಹಿಸಿ ಪ್ರಯೋಗಾಲಯಕ್ಕೆ ಕಳುಹಿಸಲಾಗುತ್ತದೆ. ಗ್ರಾಹಕರ ಸುರಕ್ಷತೆ ಹಾಗೂ ಆರೋಗ್ಯದ ಹಿತದೃಷ್ಟಿಯಿಂದ ಆಹಾರ ಸುರಕ್ಷತೆ ಮತ್ತು ಗುಣಮಟ್ಟ ಪ್ರಾಧಿಕಾರದ ಮಾರ್ಗಸೂಚಿಯಂತೆ ತೀರ್ಮಾನ ಕೈಗೊಂಡಿದೆ. ವಿಶ್ವ ಆರೋಗ್ಯ ಸಂಸ್ಥೆ (ಡಬ್ಲ್ಯು.ಹೆಚ್.ಒ) ಸೂಚಿತ ಕ್ರಮದಂತೆ ಮಾದರಿಯನ್ನು ಕಳುಹಿಸಲಾಗಿದ್ದು ಪಾಲಿಸಲು ಹೇಳಿದ ಪ್ರಾಧಿಕಾರ ಕ್ರಮ ಕೈಗೊಂಡಿದೆ. ಈ ಸಂಬಂಧ ಅ.14ರಂದೇ ಒಆರ್‌ಎಸ್ (ಓರಲ್ ರೀಹೈಡ್ರೇಷನ್ ಸಾಲ್ಟ್) ಎಂಬ ಪದವನ್ನು ಆಹಾರ ಬ್ರಾಂಡ್‌ಗಳಲ್ಲಿ ಬಳಸುವುದನ್ನು ಪ್ರಾಧಿಕಾರ ನಿಷೇಧಿಸಿದೆ. — [91, 482, 273, 733]
fashion-body-4: ಡೇಟರ್ ಕ್ಯುರೇಟರ್ ಅಂಕಿತಾ ರಾಮನ್ ಮಾಲಿಕ್, ಮಹಿಳಾ ಉದ್ಯಮಿ ರಚನಾ ರಾಮ ಮತ್ತು ಮೈಸೂರು ಸ್ಟಾರ್ ಫ್ಯಾಷನ್ ಸ್ಟೂಡಿಯೋ ಸಂಸ್ಥಾಪಕಿ ಹಾಗೂ ನಿರ್ದೇಶಕಿ ಡಾ.ಶ್ರುತಿ ಮಹಾವೀರ, ಗ್ಲೋರಿಯಸ್ ಲಾಜಿಯ ಮಹೇಶ್ವರ ಚಂದನ, ಶ್ರೀಮತಿ ಪ್ರೀತಿ, ಮೈಸೂರು ಸ್ಟಾರ್ ಫ್ಯಾಷನ್ ಸಂಸ್ಥೆಯ ಪ್ರತಿನಿಧಿಗಳು ಮತ್ತು ಪ್ರದರ್ಶಕರು ಪಾಲ್ಗೊಂಡಿದ್ದರು. — [1085, 703, 1274, 785]
fashion-story — [489, 143, 1278, 797]
vertical-rule-events — [979, 1367, 980, 2237]
state-level-story — [91, 1729, 476, 2027]
panchang-line-2: ವಿಶ್ವಾವಸು ನಾಮ ಸಂವತ್ಸರ, ದಕ್ಷಿಣಾಯನ, ಹೇಮಂತ ಋತು, ಮಾರ್ಗಶಿರ ಮಾಸ, ಶುಕ್ಲ ಪಕ್ಷ, — [571, 1140, 894, 1153]
ors-subhead: ವರದಿ ನಂತರ ಕ್ರಮ — [281, 259, 476, 284]
section-title: ಮೈಸೂರು ನಗರ — [211, 93, 345, 123]
film-body: ಮೈಸೂರು, ನ.25(ಜಿ.ಎಂ)- ಎವರೆಸ್ಟ್ ಪಿಕ್ಚರ್ ಬ್ಯಾನರ್ ಅಡಿ ನಿರ್ಮಾಣಗೊಂಡಿರುವ 'ಫ್ಲರ್ಟ್' ಚಲನಚಿತ್ರವು ನ.28ರಂದು ರಾಜ್ಯಾದ್ಯಂತ ಬಿಡುಗಡೆಯಾಗಲಿದೆ ಎಂದು ಚಿತ್ರದ ನಟ, ನಿರ್ದೇಶಕರೂ ಆದ ಚಂದನ್ ಕುಮಾರ್ ತಿಳಿಸಿದರು. ಮೈಸೂರು ಜಿಲ್ಲಾ ಪತ್ರಕರ್ತರ ಭವನದಲ್ಲಿ ಸುದ್ದಿಗೋಷ್ಠಿಯಲ್ಲಿ ಮಾತನಾಡಿದ ಅವರು, ಇಂದಿನ ಯುವ ಸಮುದಾಯದ ಜೀವನಶೈಲಿ ಕುರಿತ ಕಥೆಯನ್ನು ಇಟ್ಟುಕೊಂಡು ಚಿತ್ರ ಮಾಡಲಾಗಿದೆ. ಚಿತ್ರ ಟ್ರೈಲರ್ ಈಗಾಗಲೇ ಬಿಡುಗಡೆಗೊಂಡಿದೆ. ಉತ್ತಮ ಪ್ರತಿಕ್ರಿಯೆ ವ್ಯಕ್ತವಾಗಿದೆ. ಚಿತ್ರದಲ್ಲಿ ನಮೀರಾ ರಾಘವೇಂದ್ರ, ಅಕ್ಷತಾ ಬೋಪಣ್ಣ ನಾಯಕಿಯರಾಗಿ ನಟಿಸಿದ್ದಾರೆ. ಉಳಿದಂತೆ ಸಾಧುಕೋಕಿಲ, ಶ್ರುತಿ, ಸಾಧುಕೋಕಿಲ, ಗಿರೀಶ್ ಶಿವಣ್ಣ, ರಂಗಾಯಣ ರಘು, ಅರೋಹ್ ಹೆಗ್ಡೆ, ಅರವಿಂದ್ ರಾವ್, ಮಾಗ ಸುರೇಶ್, ದೊಡ್ಡ ತಾರಾ ಬಳಗ ಎಲ್ಲರನ್ನು ರಂಜಿಸಲಿದೆ ಎಂದು ಹೇಳಿದರು. ಚಿತ್ರದ 'ನಿನ್ನ ಸನಿಹ' ಗೀತೆಯನ್ನು ಚಿತ್ರ ಕುರಿತ ಸ್ವಾರಸ್ಯ ಬಿಡುಗಡೆಗೊಂಡಿದೆ. ಚಿತ್ರಕ್ಕೆ ಸಂಗೀತ ನೀಡಿರುವ ಶ್ಯಾಮ್ ಮತ್ತು ತಾಂತ್ರಿಕ ವರ್ಗದವರು ಹಾಜರಿದ್ದರು. ಈ ಚಿತ್ರ ಕುಟುಂಬ ಸಮೇತ ನೋಡುವಂತಿದೆ ಎಂದು ಚಂದನ್ ಕುಮಾರ್ ತಿಳಿಸಿದರು. ಗೋಷ್ಠಿಯಲ್ಲಿ ಅಕ್ಷತಾ ಬೋಪಣ್ಣ, ಗಿರೀಶ್ ಶಿವಣ್ಣ ಉಪಸ್ಥಿತರಿದ್ದರು. — [1289, 206, 1494, 474]
page-number: 2 — [145, 90, 191, 125]
page-label: ಪುಟ — [98, 103, 115, 116]
state-level-caption: ಮೈಸೂರಿನ ರಾಮಕೃಷ್ಣನಗರದ ವಿಶ್ವಮಾನವ ವಿದ್ಯಾಕೇತನದ ಪ್ರೌಢಶಾಲಾ ವಿಭಾಗದ ಭರತೀಶಗೌಡ ಎಸ್. ಪತ್ರ ಜಿಲ್ಲಾ ಸ್ಪರ್ಧೆಯಲ್ಲಿ ರಾಜ್ಯಮಟ್ಟಕ್ಕೆ ಆಯ್ಕೆಯಾಗಿದ್ದಾರೆ. ಪ್ರೇಮ ವೈ.ಪಿ. ಮತ್ತು ಗಣೇಶ್ವರ ಹಿಂಡಿ ಬ್ಯಾಡ್ಮಿಂಟನ್ ಸ್ಪರ್ಧೆಯಲ್ಲಿ ವಿಭಾಗೀಯ ಮಟ್ಟಕ್ಕೆ ಆಯ್ಕೆಯಾಗಿದ್ದಾರೆ. ಈ ವಿದ್ಯಾರ್ಥಿಗಳನ್ನು ಶಾಲಾ ಆಡಳಿತ ಮಂಡಳಿ ಅಭಿನಂದಿಸಿದೆ. — [91, 1942, 476, 1979]
palace-ground — [489, 1031, 976, 1091]
fashion-body-2: ಮೈಸೂರಿನ ಸಂಸ್ಕೃತಿಗೆ ಸೊಬಗು ತುಂಬುವ ಉದ್ದೇಶದಿಂದ ಆಯೋಜಿಸಿರುವ ಈ ಮೇಳದಲ್ಲಿ ವಿಶೇಷ ಕಲೆಕ್ಷನ್‌ಗಳು ಲಭ್ಯವಿದೆ. ಅಂದು ನಗರದ ಪ್ರಮುಖ ಮಹಿಳಾ ಸಾಧಕಿಯರು ಉಪಸ್ಥಿತರಿದ್ದರು. — [689, 703, 876, 757]
ors-label-3: ORS — [215, 346, 268, 372]
divider-4 — [91, 2029, 476, 2030]
fashion-caption: ಮೈಸೂರಿನ ರ‍್ಯಾಡಿಸನ್ ಬ್ಲೂ ಹೋಟೆಲ್‌ನಲ್ಲಿ ಹೈ ಲೈಫ್ ವತಿಯಿಂದ ಆಯೋಜಿಸಿರುವ ಆಭರಣ ಮತ್ತು ಫ್ಯಾಷನ್ ಉಡುಪುಗಳ ಪ್ರದರ್ಶನ ಮತ್ತು ಮಾರಾಟಕ್ಕೆ ಮೈಸೂರಿನ ವಿವಿಧ ಕ್ಷೇತ್ರದ ಮಹಿಳಾ ಸಾಧಕಿಯರು ಚಾಲನೆ ನೀಡಿದರು. — [703, 658, 1261, 682]
missing-phones: 0821-2418309, 2418339, 9108336580 — [91, 2178, 301, 2190]
fashion-subhead-box — [493, 260, 682, 351]
deepotsava-photo — [91, 1262, 476, 1437]
event-item: ಹೈ ಲೈಫ್ ಸಂಸ್ಥೆ : ಫ್ಯಾಷನ್ ಪ್ರದರ್ಶನ ಮತ್ತು ಮಾರಾಟ, ಸ್ಥಳ: ರ‍್ಯಾಡಿಸನ್ ಬ್ಲೂ ಹೋಟೆಲ್, ಬೆಳಗ್ಗೆ 10 ರಿಂದ. — [489, 1274, 805, 1286]
